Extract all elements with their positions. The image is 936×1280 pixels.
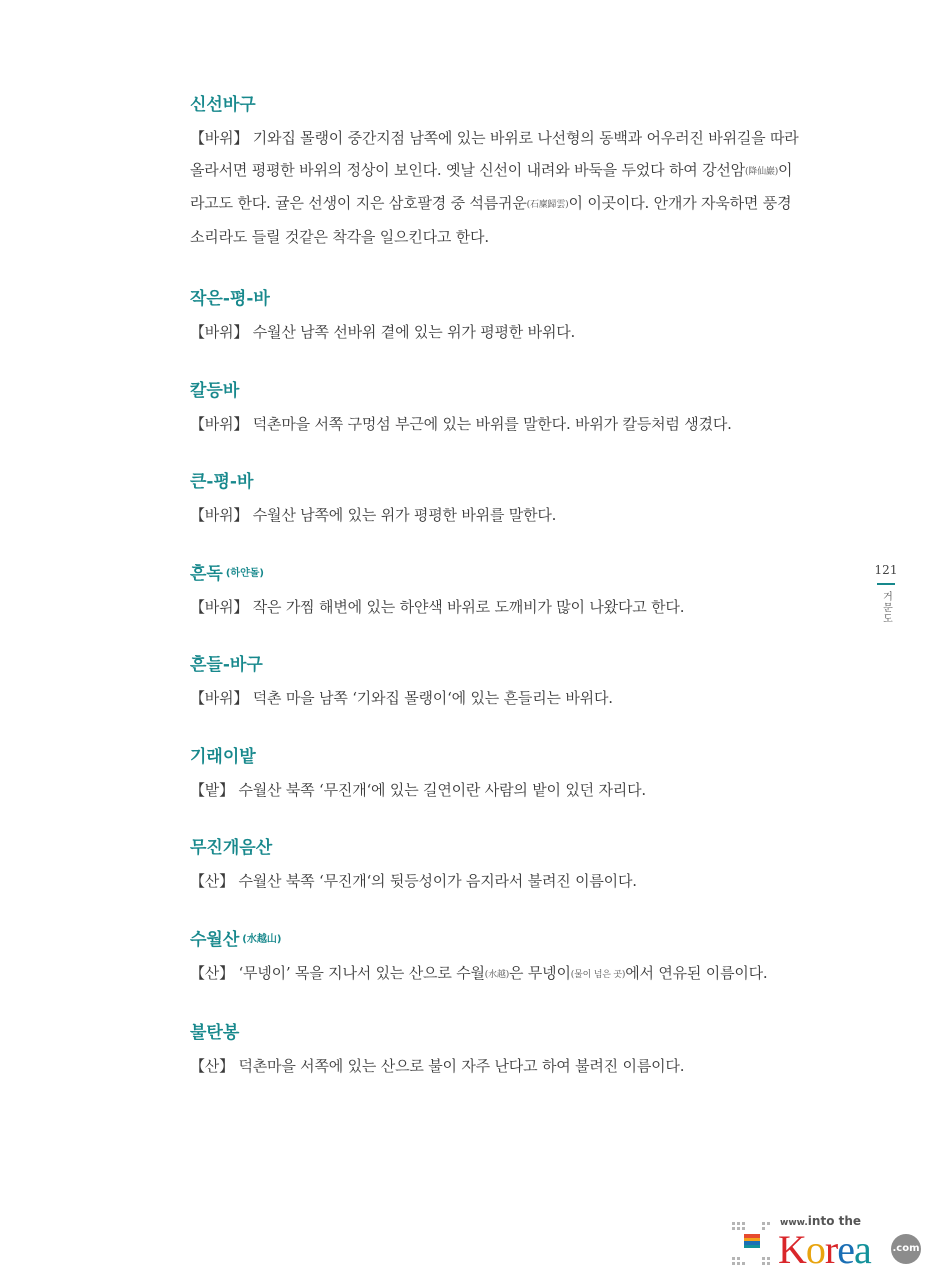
- entry-term: 칼등바: [190, 380, 240, 401]
- entry-description: 【바위】 수월산 남쪽에 있는 위가 평평한 바위를 말한다.: [190, 506, 557, 524]
- glossary-entry: [190, 1021, 800, 1083]
- entry-description: 【바위】 덕촌 마을 남쪽 ‘기와집 몰랭이‘에 있는 흔들리는 바위다.: [190, 689, 613, 707]
- glossary-entry: [190, 379, 800, 441]
- glossary-entry: [190, 470, 800, 532]
- entry-term-note: (하얀돌): [225, 567, 264, 579]
- side-title: 거문도: [880, 591, 892, 624]
- entry-description: 【바위】 작은 가찜 해변에 있는 하얀색 바위로 도깨비가 많이 나왔다고 한다.: [190, 597, 685, 616]
- intothekorea-logo: [728, 1212, 928, 1274]
- entry-term: 흔들-바구: [190, 655, 263, 675]
- entry-term: 큰-평-바: [190, 472, 254, 492]
- entry-term: 무진개음산: [190, 838, 273, 858]
- entry-term: 신선바구: [190, 95, 256, 115]
- entry-term: 기래이밭: [190, 746, 256, 767]
- glossary-entry: [190, 928, 800, 992]
- glossary-entry: [190, 287, 800, 349]
- glossary-entry: [190, 836, 800, 898]
- entry-term: 흔독 (하얀돌): [190, 563, 264, 584]
- accent-rule: [877, 583, 895, 585]
- logo-www: www.into the: [780, 1214, 862, 1228]
- entry-description: 【산】 ‘무넹이’ 목을 지나서 있는 산으로 수월(水越)은 무넹이(물이 넘은 곳)에서 연유된 이름이다.: [190, 963, 768, 982]
- entry-term: 작은-평-바: [190, 289, 270, 309]
- entry-term: 수월산 (水越山): [190, 929, 282, 950]
- entry-term: 불탄봉: [190, 1023, 240, 1043]
- glossary-entry: [190, 93, 800, 253]
- glossary-entry: [190, 562, 800, 624]
- entry-term-note: (水越山): [242, 933, 282, 945]
- entry-description: 【밭】 수월산 북쪽 ‘무진개‘에 있는 길연이란 사람의 밭이 있던 자리다.: [190, 780, 646, 799]
- entry-description: 【산】 덕촌마을 서쪽에 있는 산으로 불이 자주 난다고 하여 불려진 이름이다.: [190, 1057, 685, 1075]
- entries-list: [190, 93, 800, 1113]
- glossary-entry: [190, 745, 800, 807]
- entry-description: 【산】 수월산 북쪽 ‘무진개‘의 뒷등성이가 음지라서 불려진 이름이다.: [190, 872, 637, 890]
- glossary-entry: [190, 653, 800, 715]
- page-number: 121: [874, 563, 898, 577]
- entry-description: 【바위】 기와집 몰랭이 중간지점 남쪽에 있는 바위로 나선형의 동백과 어우러진 바위길을 따라 올라서면 평평한 바위의 정상이 보인다. 옛날 신선이 내려와 바둑을 두었다 하여 강선암(降仙巖)이라고도 한다. 귤은 선생이 지은 삼호팔경 중 석름귀운(石廩歸雲)이 이곳이다. 안개가 자욱하면 풍경소리라도 들릴 것같은 착각을 일으킨다고 한다.: [190, 129, 799, 246]
- flag-stripes-icon: [744, 1234, 760, 1248]
- entry-description: 【바위】 덕촌마을 서쪽 구멍섬 부근에 있는 바위를 말한다. 바위가 칼등처럼 생겼다.: [190, 414, 732, 433]
- entry-description: 【바위】 수월산 남쪽 선바위 곁에 있는 위가 평평한 바위다.: [190, 323, 576, 341]
- logo-korea-wordmark: Korea: [778, 1227, 871, 1272]
- logo-dotcom-badge: .com: [891, 1234, 921, 1264]
- page-side-marker: [868, 563, 904, 624]
